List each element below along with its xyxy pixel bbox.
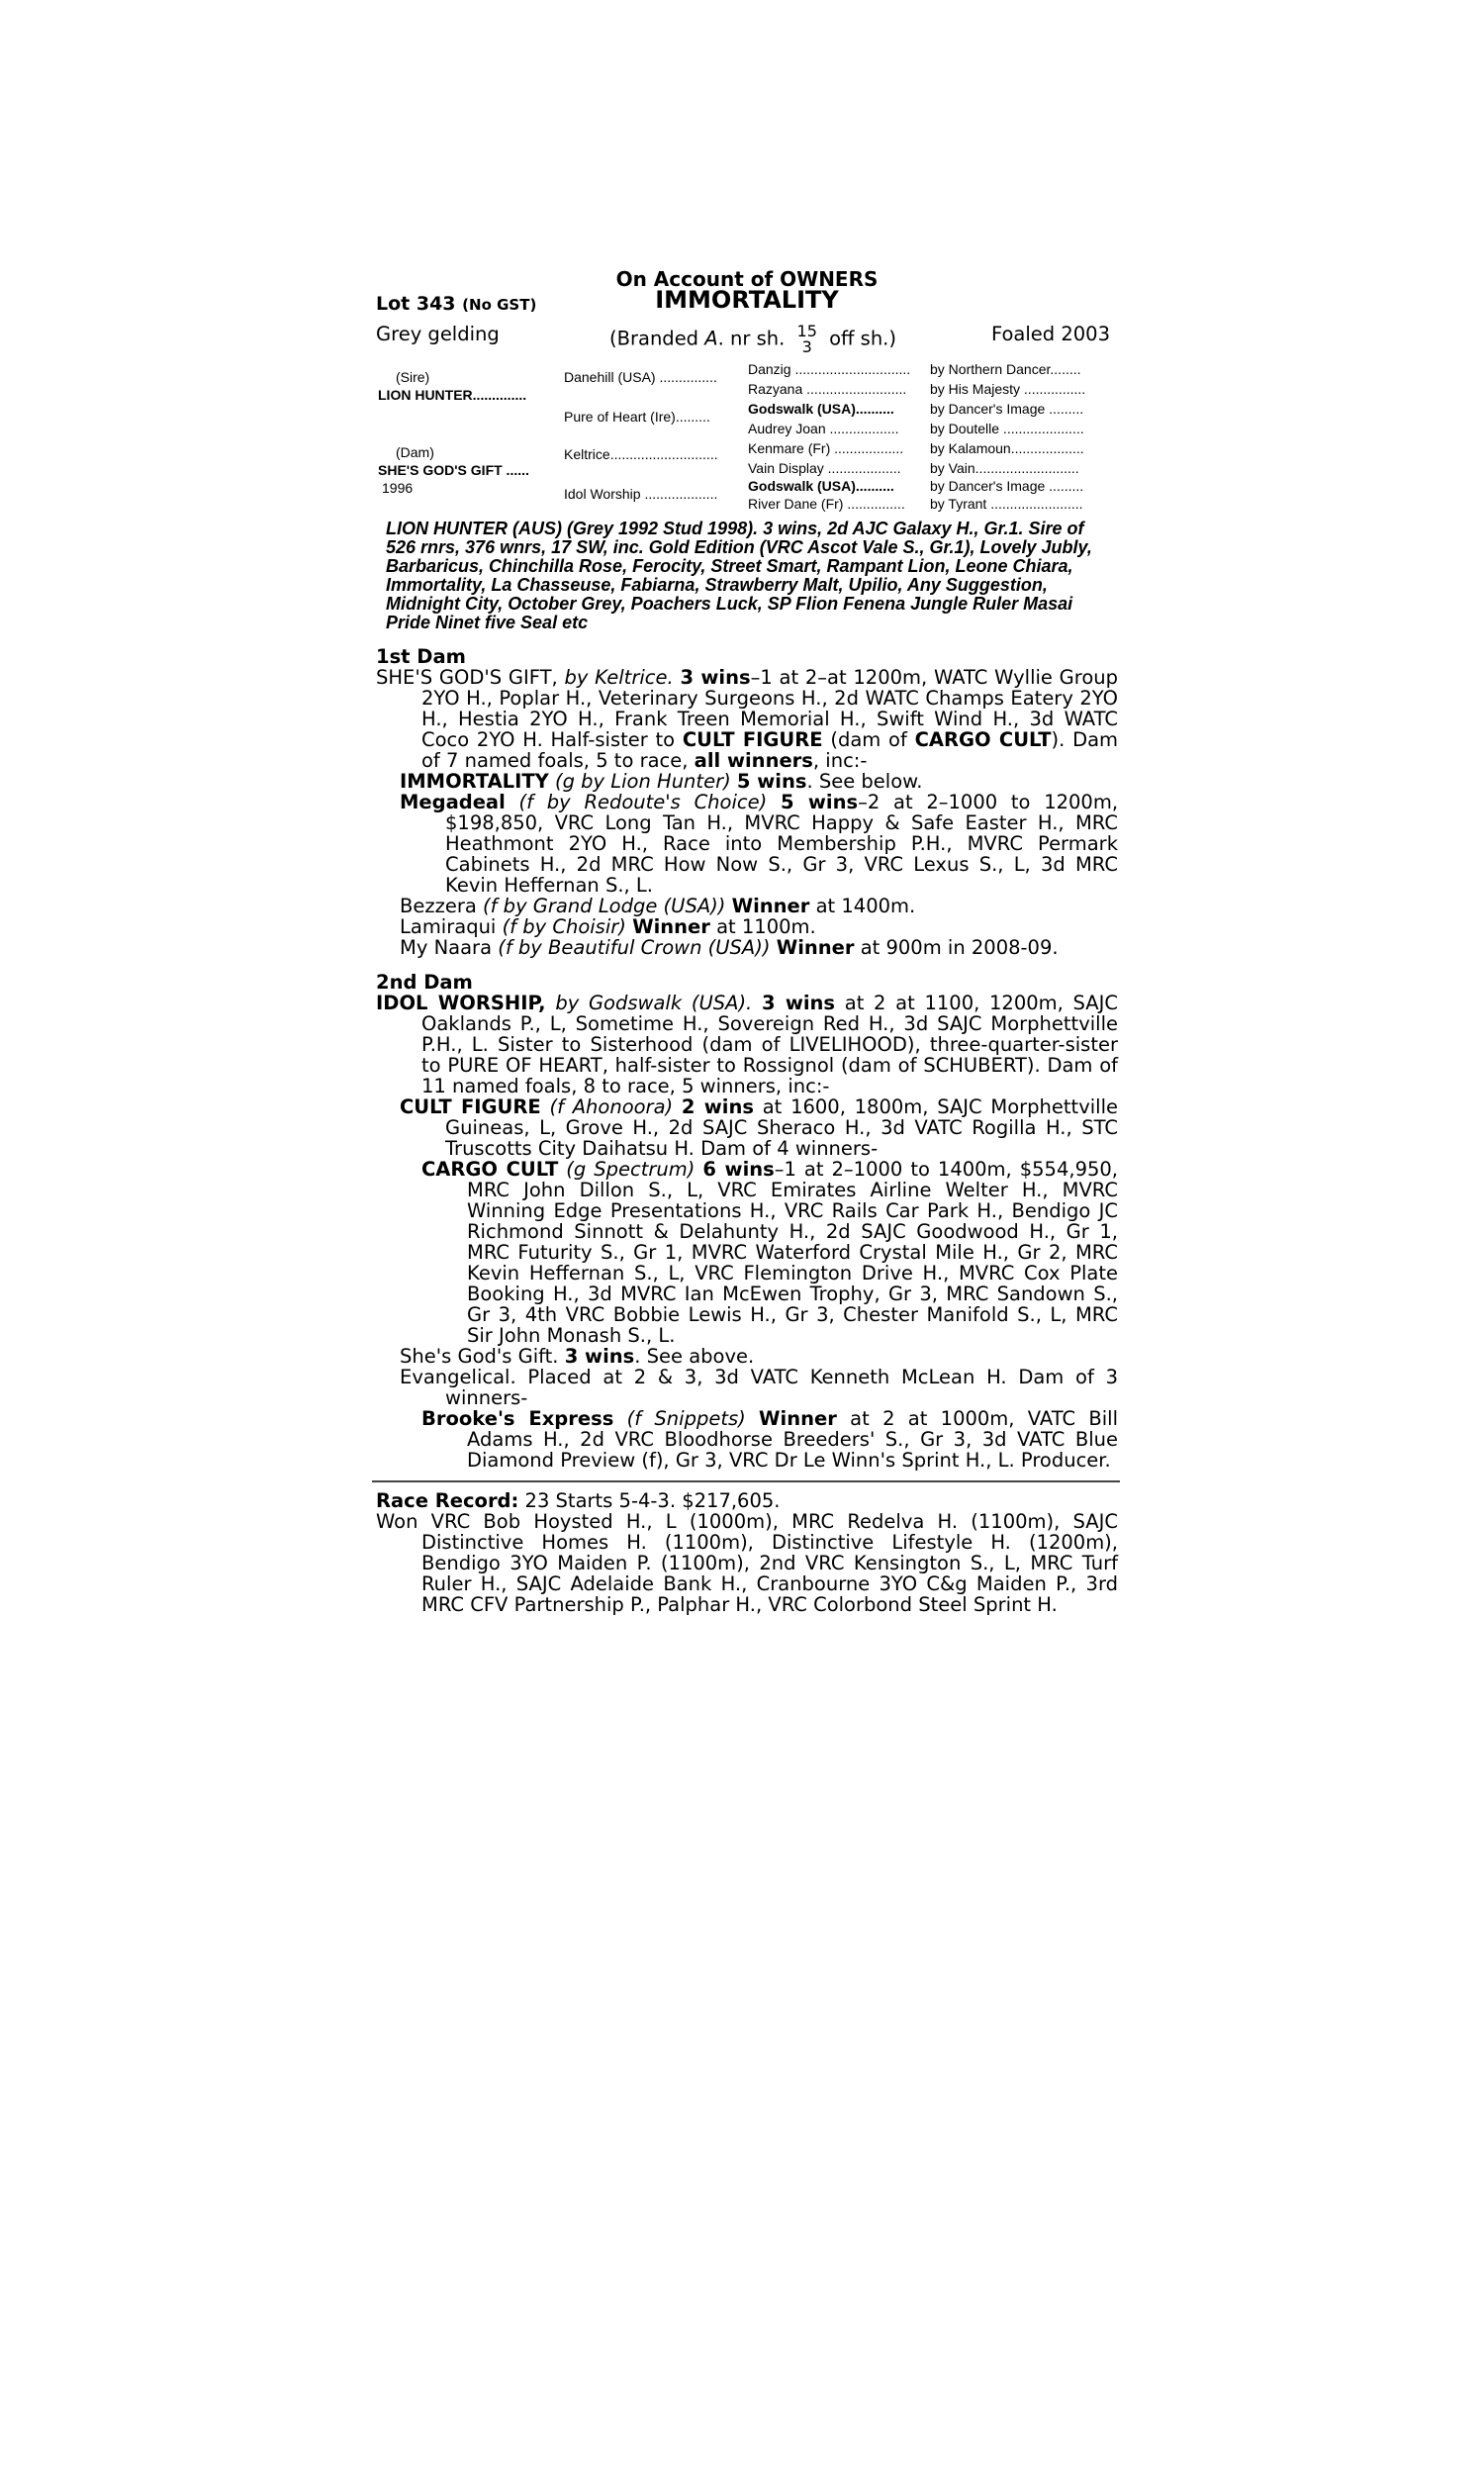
foal-wins: 5 wins <box>780 791 859 813</box>
foal-wins: Winner <box>731 895 810 917</box>
brand-num-top: 15 <box>796 322 817 340</box>
foal-paren: (f by Redoute's Choice) <box>518 791 768 813</box>
ped-g2-1: Danzig .............................. <box>748 361 911 377</box>
foal-rest: at 1400m. <box>815 895 916 917</box>
ped-g3-1: by Northern Dancer........ <box>930 361 1081 377</box>
ped-g3-5-text: by Kalamoun <box>930 440 1011 456</box>
foal-name: Bezzera <box>400 895 477 917</box>
foal-megadeal <box>376 792 1118 896</box>
brand-mid: . nr sh. <box>717 327 786 350</box>
first-dam-text-2: (dam of <box>830 728 907 751</box>
foal-wins: 3 wins <box>564 1345 635 1368</box>
dam-name-text: SHE'S GOD'S GIFT <box>378 462 503 478</box>
first-dam-text-1: –1 at 2–at 1200m, WATC Wyllie Group 2YO H., Poplar H., Veterinary Surgeons H., 2d WATC Champs Eatery 2YO H., Hestia 2YO H., Frank Treen Memorial H., Swift Wind H., 3d WATC Coco 2YO H. Half-sister to <box>421 666 1119 751</box>
first-dam-text-4: , inc:- <box>812 749 868 772</box>
first-dam-paragraph <box>376 667 1118 771</box>
second-dam-text: at 2 at 1100, 1200m, SAJC Oaklands P., L, Sometime H., Sovereign Red H., 3d SAJC Morphettville P.H., L. Sister to Sisterhood (dam of LIVELIHOOD), three-quarter-sister to PURE OF HEART, half-sister to Rossignol (dam of SCHUBERT). Dam of 11 named foals, 8 to race, 5 winners, inc:- <box>421 992 1119 1097</box>
foal-immortality <box>376 771 1118 792</box>
foal-paren: (f Snippets) <box>626 1407 746 1430</box>
foal-lamiraqui <box>376 916 1118 937</box>
ped-g2-8-text: River Dane (Fr) <box>748 496 844 512</box>
brand-num-bottom: 3 <box>801 337 812 356</box>
foal-wins: 2 wins <box>681 1095 754 1118</box>
ped-g3-4: by Doutelle ..................... <box>930 421 1084 436</box>
ped-g2-4: Audrey Joan .................. <box>748 421 899 436</box>
ped-g2-3: Godswalk (USA).......... <box>748 401 894 417</box>
lot-row <box>376 286 1118 320</box>
sire-name: LION HUNTER.............. <box>378 387 527 403</box>
foal-name: CARGO CULT <box>421 1158 559 1181</box>
first-dam-dam-of: CARGO CULT <box>914 728 1052 751</box>
foal-paren: (f by Beautiful Crown (USA)) <box>498 936 771 959</box>
foal-brookes-express <box>376 1408 1118 1471</box>
ped-g3-7-text: by Dancer's Image <box>930 478 1046 494</box>
first-dam-text-3: ). Dam of 7 named foals, 5 to race, <box>421 728 1119 772</box>
foal-bezzera <box>376 896 1118 916</box>
foal-cargo-cult <box>376 1159 1118 1346</box>
first-dam-name: SHE'S GOD'S GIFT, <box>376 666 558 689</box>
race-record-label: Race Record: <box>376 1489 519 1512</box>
ped-g3-7: by Dancer's Image ......... <box>930 478 1084 494</box>
ped-g2-5-text: Kenmare (Fr) <box>748 440 831 456</box>
foal-rest: . See above. <box>634 1345 755 1368</box>
brand-numbers <box>797 324 817 355</box>
foal-paren: (f by Choisir) <box>502 915 626 938</box>
ped-g1-4: Idol Worship ................... <box>564 486 718 502</box>
foal-paren: (f Ahonoora) <box>549 1095 674 1118</box>
second-dam-name: IDOL WORSHIP, <box>376 992 546 1014</box>
ped-g1-1: Danehill (USA) ............... <box>564 369 717 385</box>
sire-summary: LION HUNTER (AUS) (Grey 1992 Stud 1998). 3 wins, 2d AJC Galaxy H., Gr.1. Sire of 526 rnrs, 376 wnrs, 17 SW, inc. Gold Edition (VRC Ascot Vale S., Gr.1), Lovely Jubly, Barbaricus, Chinchilla Rose, Ferocity, Street Smart, Rampant Lion, Leone Chiara, Immortality, La Chasseuse, Fabiarna, Strawberry Malt, Upilio, Any Suggestion, Midnight City, October Grey, Poachers Luck, SP Flion Fenena Jungle Ruler Masai Pride Ninet five Seal etc <box>386 519 1092 632</box>
ped-g2-2: Razyana .......................... <box>748 381 907 397</box>
ped-g3-5: by Kalamoun................... <box>930 440 1084 456</box>
first-dam-half-sister: CULT FIGURE <box>682 728 823 751</box>
foal-rest: –2 at 2–1000 to 1200m, $198,850, VRC Long Tan H., MVRC Happy & Safe Easter H., MRC Heathmont 2YO H., Race into Membership P.H., MVRC Permark Cabinets H., 2d MRC How Now S., Gr 3, VRC Lexus S., L, 3d MRC Kevin Heffernan S., L. <box>445 791 1119 897</box>
foal-wins: Winner <box>632 915 710 938</box>
account-line: On Account of OWNERS <box>615 267 879 291</box>
pedigree-table <box>376 359 1118 512</box>
ped-g2-8: River Dane (Fr) ............... <box>748 496 905 512</box>
brand-mark: A <box>704 327 718 350</box>
sex-colour: Grey gelding <box>376 323 500 345</box>
catalogue-page <box>376 269 1118 1615</box>
second-dam-paragraph <box>376 993 1118 1096</box>
foal-rest: . See below. <box>806 770 923 793</box>
details-row <box>376 320 1118 355</box>
foal-paren: (g by Lion Hunter) <box>554 770 731 793</box>
foal-paren: (g Spectrum) <box>566 1158 696 1181</box>
ped-g1-3-text: Keltrice <box>564 446 610 462</box>
first-dam-heading: 1st Dam <box>376 645 466 668</box>
foal-wins: Winner <box>776 936 855 959</box>
foal-rest: at 900m in 2008-09. <box>860 936 1059 959</box>
ped-g2-7: Godswalk (USA).......... <box>748 478 894 494</box>
foal-name: CULT FIGURE <box>400 1095 541 1118</box>
sire-label: (Sire) <box>396 369 430 385</box>
ped-g1-2: Pure of Heart (Ire)......... <box>564 409 710 425</box>
ped-g2-2-text: Razyana <box>748 381 803 397</box>
ped-g1-4-text: Idol Worship <box>564 486 641 502</box>
ped-g2-6: Vain Display ................... <box>748 460 901 476</box>
ped-g3-6-text: by Vain <box>930 460 975 476</box>
foal-paren: (f by Grand Lodge (USA)) <box>483 895 726 917</box>
brand-prefix: (Branded <box>609 327 699 350</box>
foal-rest: at 1600, 1800m, SAJC Morphettville Guineas, L, Grove H., 2d SAJC Sheraco H., 3d VATC Rogilla H., STC Truscotts City Daihatsu H. Dam of 4 winners- <box>445 1095 1118 1160</box>
foal-name: Brooke's Express <box>421 1407 614 1430</box>
ped-g3-8-text: by Tyrant <box>930 496 987 512</box>
first-dam-wins: 3 wins <box>680 666 751 689</box>
ped-g3-4-text: by Doutelle <box>930 421 1000 436</box>
ped-g3-2-text: by His Majesty <box>930 381 1021 397</box>
ped-g1-3: Keltrice............................ <box>564 446 718 462</box>
first-dam-all-winners: all winners <box>694 749 813 772</box>
foal-cult-figure <box>376 1096 1118 1159</box>
lot-label: Lot 343 <box>376 293 456 315</box>
second-dam-heading: 2nd Dam <box>376 971 473 994</box>
ped-g1-1-text: Danehill (USA) <box>564 369 656 385</box>
second-dam-sire: by Godswalk (USA). <box>555 992 753 1014</box>
ped-g3-6: by Vain........................... <box>930 460 1079 476</box>
foal-name: She's God's Gift. <box>400 1345 559 1368</box>
ped-g1-2-text: Pure of Heart (Ire) <box>564 409 676 425</box>
ped-g3-8: by Tyrant ........................ <box>930 496 1083 512</box>
foal-name: Lamiraqui <box>400 915 497 938</box>
section-divider <box>372 1480 1120 1482</box>
foal-name: My Naara <box>400 936 493 959</box>
foal-evangelical: Evangelical. Placed at 2 & 3, 3d VATC Kenneth McLean H. Dam of 3 winners- <box>400 1366 1118 1409</box>
ped-g2-1-text: Danzig <box>748 361 791 377</box>
dam-name: SHE'S GOD'S GIFT ...... <box>378 462 529 478</box>
foal-wins: Winner <box>759 1407 837 1430</box>
ped-g2-4-text: Audrey Joan <box>748 421 826 436</box>
foal-shes-gods-gift <box>376 1346 1118 1367</box>
brand-description <box>609 324 896 355</box>
ped-g3-1-text: by Northern Dancer <box>930 361 1051 377</box>
dam-label: (Dam) <box>396 444 434 460</box>
foal-rest: at 1100m. <box>716 915 816 938</box>
ped-g3-3: by Dancer's Image ......... <box>930 401 1084 417</box>
brand-suffix: off sh.) <box>829 327 896 350</box>
second-dam-wins: 3 wins <box>761 992 836 1014</box>
first-dam-sire: by Keltrice. <box>564 666 674 689</box>
ped-g2-3-text: Godswalk (USA) <box>748 401 856 417</box>
foal-wins: 5 wins <box>736 770 807 793</box>
ped-g3-2: by His Majesty ................ <box>930 381 1086 397</box>
ped-g2-6-text: Vain Display <box>748 460 824 476</box>
gst-note: (No GST) <box>462 296 537 314</box>
foal-wins: 6 wins <box>702 1158 775 1181</box>
foal-name: Megadeal <box>400 791 506 813</box>
foal-my-naara <box>376 937 1118 958</box>
ped-g2-7-text: Godswalk (USA) <box>748 478 856 494</box>
foal-rest: at 2 at 1000m, VATC Bill Adams H., 2d VRC Bloodhorse Breeders' S., Gr 3, 3d VATC Blue Diamond Preview (f), Gr 3, VRC Dr Le Winn's Sprint H., L. Producer. <box>467 1407 1119 1472</box>
ped-g2-5: Kenmare (Fr) .................. <box>748 440 904 456</box>
foal-rest: –1 at 2–1000 to 1400m, $554,950, MRC John Dillon S., L, VRC Emirates Airline Welter H., MVRC Winning Edge Presentations H., VRC Rails Car Park H., Bendigo JC Richmond Sinnott & Delahunty H., 2d SAJC Goodwood H., Gr 1, MRC Futurity S., Gr 1, MVRC Waterford Crystal Mile H., Gr 2, MRC Kevin Heffernan S., L, VRC Flemington Drive H., MVRC Cox Plate Booking H., 3d MVRC Ian McEwen Trophy, Gr 3, MRC Sandown S., Gr 3, 4th VRC Bobbie Lewis H., Gr 3, Chester Manifold S., L, MRC Sir John Monash S., L. <box>467 1158 1118 1347</box>
foal-name: IMMORTALITY <box>400 770 549 793</box>
ped-g3-3-text: by Dancer's Image <box>930 401 1046 417</box>
race-record-summary <box>376 1490 1118 1511</box>
sire-name-text: LION HUNTER <box>378 387 473 403</box>
foaled-year: Foaled 2003 <box>990 323 1110 345</box>
horse-name: IMMORTALITY <box>655 286 839 314</box>
race-record-stats: 23 Starts 5-4-3. $217,605. <box>524 1489 781 1512</box>
race-record-wins: Won VRC Bob Hoysted H., L (1000m), MRC Redelva H. (1100m), SAJC Distinctive Homes H. (1100m), Distinctive Lifestyle H. (1200m), Bendigo 3YO Maiden P. (1100m), 2nd VRC Kensington S., L, MRC Turf Ruler H., SAJC Adelaide Bank H., Cranbourne 3YO C&g Maiden P., 3rd MRC CFV Partnership P., Palphar H., VRC Colorbond Steel Sprint H. <box>376 1510 1118 1616</box>
dam-year: 1996 <box>382 480 414 496</box>
